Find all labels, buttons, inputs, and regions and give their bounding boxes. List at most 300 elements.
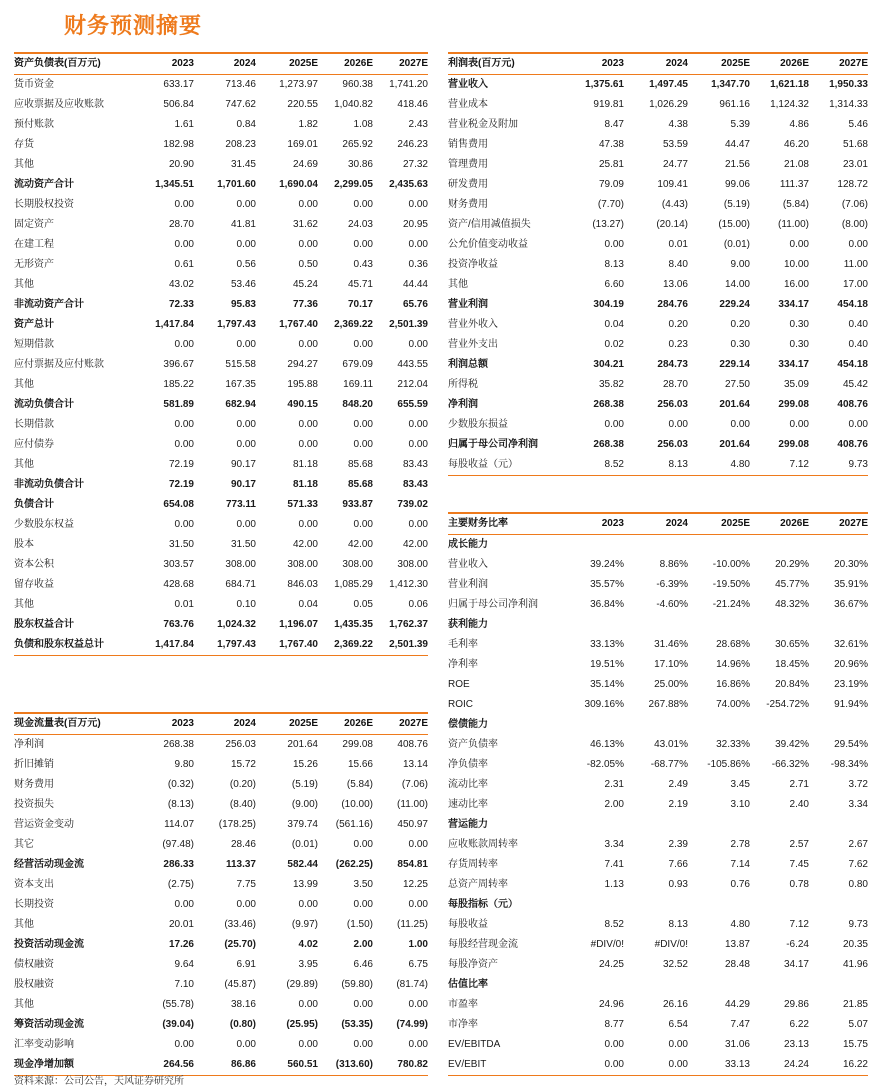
- row-label: 每股收益: [448, 919, 488, 930]
- value-cell: 961.16: [719, 99, 750, 110]
- table-row: [448, 275, 868, 295]
- value-cell: 0.93: [668, 879, 688, 890]
- value-cell: 0.00: [408, 439, 428, 450]
- value-cell: 4.86: [789, 119, 809, 130]
- table-row: [14, 455, 428, 475]
- value-cell: -21.24%: [712, 599, 750, 610]
- value-cell: 268.38: [593, 399, 624, 410]
- table-row: [448, 1015, 868, 1035]
- row-label: 短期借款: [14, 339, 54, 350]
- value-cell: 0.23: [668, 339, 688, 350]
- value-cell: 379.74: [287, 819, 318, 830]
- value-cell: 48.32%: [775, 599, 809, 610]
- row-label: 预付账款: [14, 119, 54, 130]
- value-cell: 0.00: [353, 839, 373, 850]
- value-cell: (0.80): [229, 1019, 256, 1030]
- value-cell: 0.00: [298, 199, 318, 210]
- table-row: [448, 315, 868, 335]
- row-label: 流动资产合计: [14, 179, 74, 190]
- value-cell: 0.61: [174, 259, 194, 270]
- value-cell: 9.00: [730, 259, 750, 270]
- year-header: 2026E: [780, 58, 809, 69]
- table-title: 现金流量表(百万元): [14, 718, 101, 729]
- value-cell: 0.30: [730, 339, 750, 350]
- value-cell: 747.62: [225, 99, 256, 110]
- table-row: [14, 355, 428, 375]
- value-cell: [809, 815, 868, 835]
- value-cell: 713.46: [225, 79, 256, 90]
- value-cell: 114.07: [164, 819, 194, 830]
- value-cell: 15.66: [347, 759, 373, 770]
- value-cell: (74.99): [396, 1019, 428, 1030]
- value-cell: 20.01: [168, 919, 194, 930]
- table-row: [448, 435, 868, 455]
- value-cell: 53.59: [662, 139, 688, 150]
- value-cell: 334.17: [778, 359, 809, 370]
- value-cell: 450.97: [397, 819, 428, 830]
- value-cell: 3.34: [848, 799, 868, 810]
- value-cell: 571.33: [287, 499, 318, 510]
- value-cell: 212.04: [397, 379, 428, 390]
- value-cell: 46.13%: [590, 739, 624, 750]
- table-row: [448, 95, 868, 115]
- table-row: [448, 75, 868, 96]
- value-cell: [688, 975, 750, 995]
- value-cell: 7.41: [604, 859, 624, 870]
- value-cell: 1,797.43: [217, 639, 256, 650]
- value-cell: 39.24%: [590, 559, 624, 570]
- row-label: 长期借款: [14, 419, 54, 430]
- table-row: [448, 555, 868, 575]
- value-cell: 763.76: [163, 619, 194, 630]
- value-cell: 1,196.07: [279, 619, 318, 630]
- table-row: [14, 595, 428, 615]
- value-cell: [560, 535, 624, 556]
- row-label: EV/EBITDA: [448, 1039, 501, 1050]
- value-cell: 42.00: [402, 539, 428, 550]
- value-cell: 299.08: [778, 399, 809, 410]
- table-row: [448, 1055, 868, 1076]
- table-row: [14, 615, 428, 635]
- value-cell: 99.06: [724, 179, 750, 190]
- value-cell: 51.68: [842, 139, 868, 150]
- row-label: 资产/信用减值损失: [448, 219, 531, 230]
- value-cell: 443.55: [397, 359, 428, 370]
- row-label: 其他: [14, 279, 34, 290]
- value-cell: 0.00: [604, 1039, 624, 1050]
- value-cell: (59.80): [341, 979, 373, 990]
- value-cell: 21.08: [783, 159, 809, 170]
- table-row: [14, 475, 428, 495]
- row-label: 折旧摊销: [14, 759, 54, 770]
- value-cell: 24.96: [598, 999, 624, 1010]
- value-cell: -6.24: [786, 939, 809, 950]
- value-cell: 201.64: [719, 399, 750, 410]
- table-row: [14, 875, 428, 895]
- value-cell: 31.46%: [654, 639, 688, 650]
- row-label: 营运能力: [448, 819, 488, 830]
- value-cell: 655.59: [397, 399, 428, 410]
- value-cell: 9.64: [174, 959, 194, 970]
- row-label: 净利率: [448, 659, 478, 670]
- value-cell: 0.00: [298, 239, 318, 250]
- value-cell: 0.30: [789, 319, 809, 330]
- value-cell: [624, 895, 688, 915]
- value-cell: 35.82: [598, 379, 624, 390]
- row-label: 固定资产: [14, 219, 54, 230]
- value-cell: (5.84): [782, 199, 809, 210]
- row-label: 其他: [14, 599, 34, 610]
- value-cell: -105.86%: [707, 759, 750, 770]
- value-cell: 43.01%: [654, 739, 688, 750]
- value-cell: 29.86: [783, 999, 809, 1010]
- value-cell: (11.00): [397, 799, 428, 810]
- table-row: [448, 875, 868, 895]
- value-cell: 9.80: [174, 759, 194, 770]
- value-cell: 1,412.30: [389, 579, 428, 590]
- value-cell: [560, 615, 624, 635]
- value-cell: 16.86%: [716, 679, 750, 690]
- value-cell: 0.00: [174, 199, 194, 210]
- value-cell: 53.46: [230, 279, 256, 290]
- value-cell: 45.42: [842, 379, 868, 390]
- row-label: 净利润: [14, 739, 44, 750]
- value-cell: 0.02: [604, 339, 624, 350]
- value-cell: 41.81: [230, 219, 256, 230]
- value-cell: 35.09: [783, 379, 809, 390]
- row-label: 毛利率: [448, 639, 478, 650]
- value-cell: 4.02: [298, 939, 318, 950]
- value-cell: 0.56: [236, 259, 256, 270]
- value-cell: 85.68: [347, 459, 373, 470]
- value-cell: 0.00: [408, 239, 428, 250]
- value-cell: 684.71: [225, 579, 256, 590]
- value-cell: 32.33%: [716, 739, 750, 750]
- row-label: 负债和股东权益总计: [14, 639, 104, 650]
- table-row: [448, 595, 868, 615]
- value-cell: 396.67: [163, 359, 194, 370]
- table-row: [14, 135, 428, 155]
- value-cell: #DIV/0!: [590, 939, 624, 950]
- value-cell: [809, 895, 868, 915]
- value-cell: 0.00: [353, 419, 373, 430]
- value-cell: 1,767.40: [279, 639, 318, 650]
- row-label: 速动比率: [448, 799, 488, 810]
- value-cell: 1,797.43: [217, 319, 256, 330]
- value-cell: 169.01: [287, 139, 318, 150]
- row-label: 归属于母公司净利润: [448, 599, 538, 610]
- value-cell: 70.17: [347, 299, 373, 310]
- value-cell: 582.44: [287, 859, 318, 870]
- value-cell: [750, 615, 809, 635]
- table-row: [14, 435, 428, 455]
- value-cell: 8.13: [668, 459, 688, 470]
- value-cell: [688, 815, 750, 835]
- value-cell: 41.96: [842, 959, 868, 970]
- table-row: [448, 355, 868, 375]
- value-cell: [750, 715, 809, 735]
- section-row: [448, 715, 868, 735]
- row-label: 其他: [14, 459, 34, 470]
- year-header: 2027E: [399, 58, 428, 69]
- table-row: [14, 95, 428, 115]
- row-label: 存货周转率: [448, 859, 498, 870]
- value-cell: 0.05: [353, 599, 373, 610]
- value-cell: 31.50: [230, 539, 256, 550]
- value-cell: (33.46): [224, 919, 256, 930]
- row-label: 市盈率: [448, 999, 478, 1010]
- value-cell: (7.06): [401, 779, 428, 790]
- value-cell: 23.19%: [834, 679, 868, 690]
- value-cell: 960.38: [342, 79, 373, 90]
- value-cell: (0.01): [723, 239, 750, 250]
- value-cell: 30.65%: [775, 639, 809, 650]
- value-cell: 0.00: [353, 339, 373, 350]
- value-cell: 72.33: [168, 299, 194, 310]
- value-cell: 9.73: [848, 919, 868, 930]
- year-header: 2027E: [839, 58, 868, 69]
- value-cell: 9.73: [848, 459, 868, 470]
- value-cell: 65.76: [402, 299, 428, 310]
- row-label: 净负债率: [448, 759, 488, 770]
- row-label: 流动负债合计: [14, 399, 74, 410]
- value-cell: 25.81: [598, 159, 624, 170]
- table-row: [448, 855, 868, 875]
- table-row: [448, 955, 868, 975]
- value-cell: 4.80: [730, 459, 750, 470]
- table-row: [448, 175, 868, 195]
- row-label: 汇率变动影响: [14, 1039, 74, 1050]
- value-cell: 1,273.97: [279, 79, 318, 90]
- value-cell: 195.88: [287, 379, 318, 390]
- value-cell: 0.00: [408, 839, 428, 850]
- table-row: [448, 575, 868, 595]
- row-label: 货币资金: [14, 79, 54, 90]
- table-row: [14, 635, 428, 656]
- table-row: [448, 695, 868, 715]
- year-header: 2023: [601, 58, 624, 69]
- row-label: 股东权益合计: [14, 619, 74, 630]
- value-cell: 0.84: [236, 119, 256, 130]
- row-label: 管理费用: [448, 159, 488, 170]
- value-cell: 6.60: [604, 279, 624, 290]
- value-cell: 220.55: [287, 99, 318, 110]
- table-row: [14, 515, 428, 535]
- value-cell: 0.06: [408, 599, 428, 610]
- value-cell: [624, 815, 688, 835]
- value-cell: 0.00: [236, 899, 256, 910]
- value-cell: 7.12: [789, 919, 809, 930]
- value-cell: 256.03: [225, 739, 256, 750]
- value-cell: (0.32): [167, 779, 194, 790]
- value-cell: 109.41: [657, 179, 688, 190]
- value-cell: 2,369.22: [334, 639, 373, 650]
- value-cell: 0.00: [174, 439, 194, 450]
- year-header: 2027E: [839, 518, 868, 529]
- table-row: [14, 555, 428, 575]
- value-cell: 113.37: [225, 859, 256, 870]
- value-cell: 2.43: [408, 119, 428, 130]
- table-row: [14, 955, 428, 975]
- value-cell: 4.80: [730, 919, 750, 930]
- value-cell: 334.17: [778, 299, 809, 310]
- row-label: 归属于母公司净利润: [448, 439, 538, 450]
- section-row: [448, 535, 868, 556]
- value-cell: 35.91%: [834, 579, 868, 590]
- row-label: ROIC: [448, 699, 473, 710]
- value-cell: 3.34: [604, 839, 624, 850]
- value-cell: 0.04: [298, 599, 318, 610]
- value-cell: 34.17: [783, 959, 809, 970]
- value-cell: 0.00: [668, 1039, 688, 1050]
- value-cell: [560, 715, 624, 735]
- row-label: 其他: [14, 379, 34, 390]
- row-label: 营业收入: [448, 79, 488, 90]
- value-cell: 0.00: [353, 239, 373, 250]
- value-cell: 0.00: [730, 419, 750, 430]
- value-cell: -254.72%: [766, 699, 809, 710]
- table-row: [14, 975, 428, 995]
- value-cell: 308.00: [342, 559, 373, 570]
- row-label: 所得税: [448, 379, 478, 390]
- value-cell: (25.95): [286, 1019, 318, 1030]
- year-header: 2026E: [344, 58, 373, 69]
- value-cell: 0.00: [236, 339, 256, 350]
- value-cell: 454.18: [837, 299, 868, 310]
- value-cell: 0.00: [353, 199, 373, 210]
- value-cell: 1,085.29: [334, 579, 373, 590]
- value-cell: [809, 535, 868, 556]
- value-cell: 1,435.35: [334, 619, 373, 630]
- value-cell: 919.81: [593, 99, 624, 110]
- value-cell: (20.14): [656, 219, 688, 230]
- value-cell: 0.00: [236, 1039, 256, 1050]
- year-header: 2025E: [721, 58, 750, 69]
- row-label: 净利润: [448, 399, 478, 410]
- year-header: 2027E: [399, 718, 428, 729]
- value-cell: 91.94%: [834, 699, 868, 710]
- income-table: [448, 52, 868, 476]
- value-cell: 72.19: [168, 459, 194, 470]
- value-cell: 0.00: [668, 1059, 688, 1070]
- value-cell: 304.19: [593, 299, 624, 310]
- value-cell: [809, 715, 868, 735]
- value-cell: 0.00: [789, 239, 809, 250]
- row-label: 获利能力: [448, 619, 488, 630]
- value-cell: 83.43: [402, 479, 428, 490]
- table-row: [448, 835, 868, 855]
- value-cell: 0.00: [668, 419, 688, 430]
- page-title: 财务预测摘要: [64, 13, 203, 38]
- value-cell: 24.03: [347, 219, 373, 230]
- value-cell: 77.36: [292, 299, 318, 310]
- value-cell: 90.17: [230, 479, 256, 490]
- table-row: [14, 215, 428, 235]
- value-cell: (9.00): [291, 799, 318, 810]
- value-cell: 679.09: [342, 359, 373, 370]
- value-cell: 256.03: [657, 439, 688, 450]
- row-label: 股权融资: [14, 979, 54, 990]
- row-label: EV/EBIT: [448, 1059, 487, 1070]
- value-cell: 20.84%: [775, 679, 809, 690]
- value-cell: (0.20): [229, 779, 256, 790]
- value-cell: 304.21: [593, 359, 624, 370]
- value-cell: 1.08: [353, 119, 373, 130]
- value-cell: 0.36: [408, 259, 428, 270]
- row-label: ROE: [448, 679, 470, 690]
- row-label: 投资净收益: [448, 259, 498, 270]
- value-cell: 19.51%: [590, 659, 624, 670]
- value-cell: 506.84: [163, 99, 194, 110]
- value-cell: 33.13%: [590, 639, 624, 650]
- value-cell: 2,435.63: [389, 179, 428, 190]
- value-cell: 81.18: [292, 479, 318, 490]
- value-cell: (0.01): [291, 839, 318, 850]
- value-cell: 2.49: [668, 779, 688, 790]
- value-cell: 36.84%: [590, 599, 624, 610]
- value-cell: 3.45: [730, 779, 750, 790]
- value-cell: 0.40: [848, 319, 868, 330]
- value-cell: 408.76: [837, 439, 868, 450]
- value-cell: 20.35: [842, 939, 868, 950]
- row-label: 偿债能力: [448, 719, 488, 730]
- row-label: 研发费用: [448, 179, 488, 190]
- row-label: 非流动负债合计: [14, 479, 84, 490]
- value-cell: 294.27: [287, 359, 318, 370]
- year-header: 2024: [233, 58, 256, 69]
- row-label: 营业外支出: [448, 339, 498, 350]
- value-cell: 32.52: [662, 959, 688, 970]
- value-cell: 2.40: [789, 799, 809, 810]
- value-cell: 265.92: [342, 139, 373, 150]
- value-cell: 17.00: [842, 279, 868, 290]
- year-header: 2023: [171, 58, 194, 69]
- value-cell: 128.72: [837, 179, 868, 190]
- value-cell: 185.22: [163, 379, 194, 390]
- year-header: 2026E: [344, 718, 373, 729]
- value-cell: 28.70: [168, 219, 194, 230]
- value-cell: 201.64: [719, 439, 750, 450]
- table-row: [14, 335, 428, 355]
- row-label: 资本支出: [14, 879, 54, 890]
- table-row: [14, 1035, 428, 1055]
- value-cell: 21.85: [842, 999, 868, 1010]
- row-label: 筹资活动现金流: [14, 1019, 84, 1030]
- table-row: [14, 575, 428, 595]
- value-cell: (7.70): [597, 199, 624, 210]
- value-cell: 2.00: [604, 799, 624, 810]
- value-cell: 20.96%: [834, 659, 868, 670]
- value-cell: 14.00: [724, 279, 750, 290]
- value-cell: 515.58: [225, 359, 256, 370]
- value-cell: 308.00: [287, 559, 318, 570]
- value-cell: 1,950.33: [829, 79, 868, 90]
- table-row: [14, 535, 428, 555]
- row-label: 营业外收入: [448, 319, 498, 330]
- row-label: 公允价值变动收益: [448, 239, 528, 250]
- value-cell: 44.47: [724, 139, 750, 150]
- row-label: 投资损失: [14, 799, 54, 810]
- value-cell: (10.00): [341, 799, 373, 810]
- value-cell: 21.56: [724, 159, 750, 170]
- value-cell: 682.94: [225, 399, 256, 410]
- value-cell: 581.89: [163, 399, 194, 410]
- table-row: [14, 275, 428, 295]
- section-row: [448, 895, 868, 915]
- value-cell: 0.00: [408, 419, 428, 430]
- row-label: 销售费用: [448, 139, 488, 150]
- value-cell: 3.10: [730, 799, 750, 810]
